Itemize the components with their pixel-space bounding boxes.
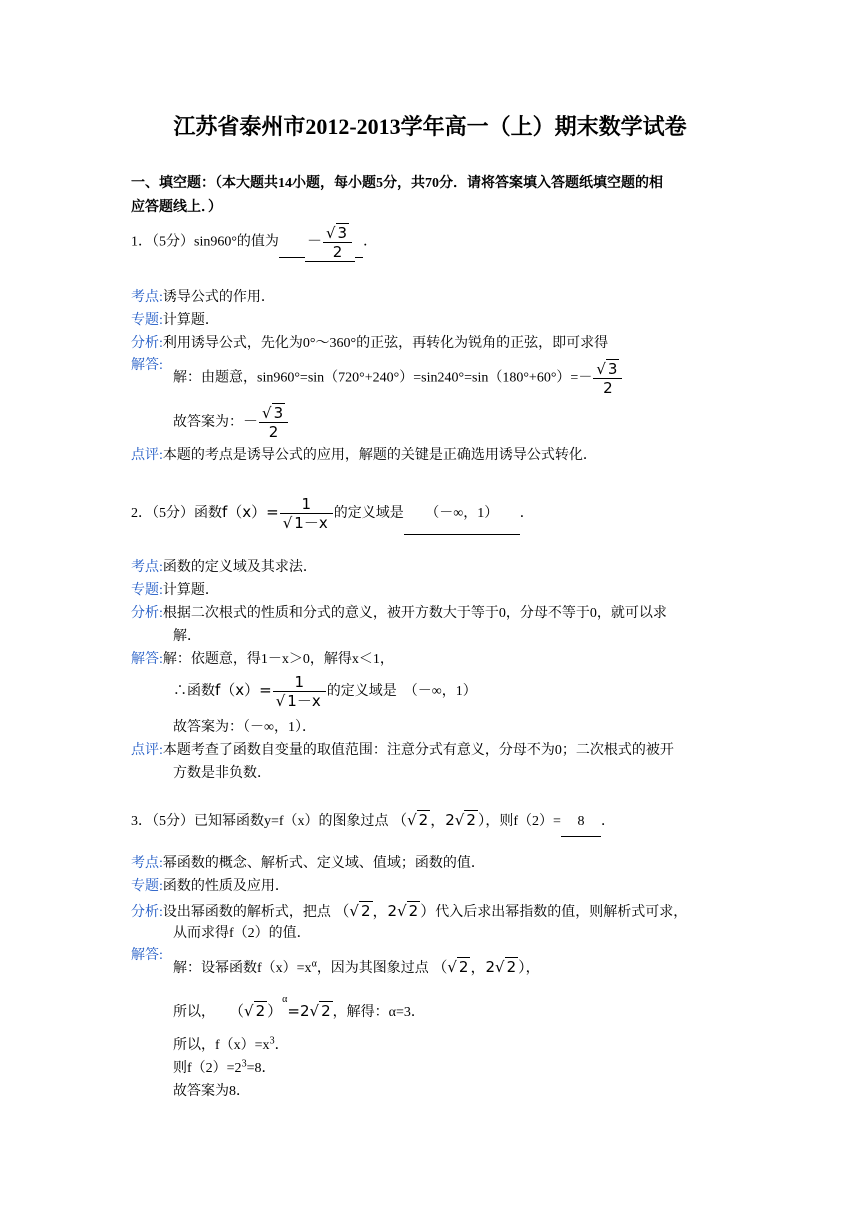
section-header-line2: 应答题线上．） — [131, 200, 222, 215]
q3-kaodian: 考点:幂函数的概念、解析式、定义域、值域；函数的值． — [131, 856, 485, 871]
page-title: 江苏省泰州市2012-2013学年高一（上）期末数学试卷 — [173, 114, 687, 139]
q1-result-fraction: $\frac{√ 3}{2}$ — [593, 360, 622, 397]
q2-kaodian: 考点:函数的定义域及其求法． — [131, 560, 317, 575]
q3-answer: 8 — [561, 808, 601, 837]
q2-jieda-2: ∴函数f（x）= $\frac{1}{√ 1-x}$ 的定义域是 （－∞，1） — [173, 673, 477, 711]
q1-blank-left — [279, 229, 305, 258]
q2-zhuanti: 专题:计算题． — [131, 583, 219, 598]
q3-fenxi-1: 分析:设出幂函数的解析式，把点 （√ 2 ，2√ 2 ）代入后求出幂指数的值，则解析式可求， — [131, 902, 688, 920]
q1-stem: 1．（5分）sin960°的值为 — [131, 234, 279, 250]
section-header-line1: 一、填空题：（本大题共14小题，每小题5分，共70分．请将答案填入答题纸填空题的相 — [131, 176, 663, 191]
q2-answer: （－∞，1） — [404, 494, 520, 535]
q3-zhuanti: 专题:函数的性质及应用． — [131, 879, 289, 894]
q1-dianping: 点评:本题的考点是诱导公式的应用，解题的关键是正确选用诱导公式转化． — [131, 448, 597, 463]
q1-jieda-line2: 故答案为：－ $\frac{√ 3}{2}$ — [173, 402, 289, 442]
q1-zhuanti: 专题:计算题． — [131, 313, 219, 328]
question-2: 2．（5分）函数f（x）= $\frac{1}{√ 1-x}$ 的定义域是 （－∞，1） ． — [131, 492, 534, 535]
q2-jieda-1: 解答:解：依题意，得1－x＞0，解得x＜1， — [131, 652, 394, 667]
question-1: 1．（5分）sin960°的值为 － $\frac{√ 3}{2}$ ． — [131, 224, 378, 261]
q1-final-fraction: $\frac{√ 3}{2}$ — [259, 404, 288, 441]
q2-dianping-2: 方数是非负数． — [173, 766, 271, 781]
q3-jieda-label: 解答: — [131, 948, 163, 963]
q3-jieda-1: 解：设幂函数$f(x)=x^\alpha$，因为其图象过点 （√ 2 ，2√ 2 ）， — [173, 958, 540, 976]
q2-fenxi-1: 分析:根据二次根式的性质和分式的意义，被开方数大于等于0，分母不等于0，就可以求 — [131, 606, 667, 621]
q2-fenxi-2: 解． — [173, 629, 201, 644]
q3-jieda-5: 故答案为8． — [173, 1084, 250, 1099]
q1-fenxi: 分析:利用诱导公式，先化为0°～360°的正弦，再转化为锐角的正弦，即可求得 — [131, 336, 609, 351]
question-3: 3．（5分）已知幂函数y=f（x）的图象过点 （√ 2 ，2√ 2 ），则f（2）= 8 ． — [131, 806, 615, 837]
q3-fenxi-2: 从而求得f（2）的值． — [173, 926, 311, 941]
q2-function-fraction: $\frac{1}{√ 1-x}$ — [280, 495, 333, 532]
q1-kaodian: 考点:诱导公式的作用． — [131, 290, 275, 305]
q3-point: （√ 2 ，2√ 2 ） — [392, 811, 486, 829]
q2-dianping-1: 点评:本题考查了函数自变量的取值范围：注意分式有意义，分母不为0；二次根式的被开 — [131, 743, 674, 758]
q1-answer: － $\frac{√ 3}{2}$ — [305, 224, 355, 262]
q1-jieda-label: 解答: — [131, 358, 163, 373]
q1-jieda-line1: 解：由题意，sin960°=sin（720°+240°）=sin240°=sin（180°+60°）=－ $\frac{√ 3}{2}$ — [173, 360, 623, 397]
q3-jieda-2: 所以， （√ 2 ）$^\alpha$=2√ 2 ，解得：α=3． — [173, 994, 425, 1020]
q3-jieda-3: 所以，$f(x)=x^3$． — [173, 1035, 289, 1053]
q2-jieda-3: 故答案为：（－∞，1）． — [173, 720, 316, 735]
q1-answer-fraction: $\frac{√ 3}{2}$ — [323, 224, 352, 261]
q3-jieda-4: 则$f(2)=2^3=8$． — [173, 1058, 276, 1076]
